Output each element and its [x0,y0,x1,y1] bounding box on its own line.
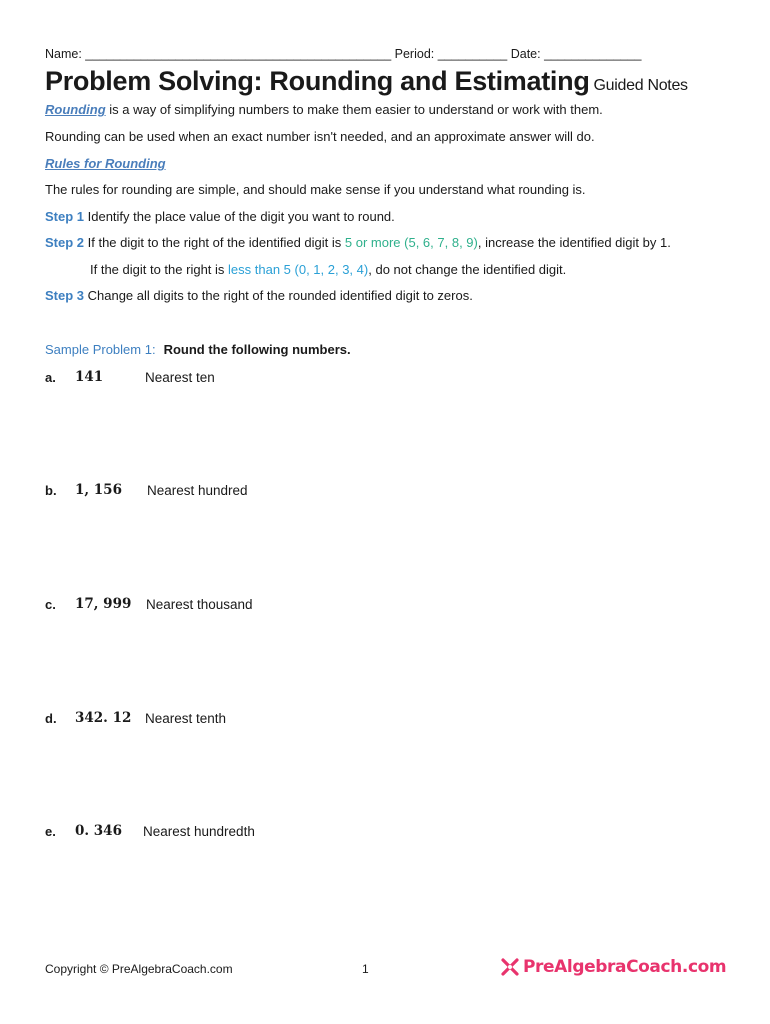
problem-b-number: 1, 156 [75,482,122,498]
step-1-label: Step 1 [45,209,85,224]
problem-e-number: 0. 346 [75,823,122,839]
rules-heading-text: Rules for Rounding [45,156,166,171]
problem-b-description: Nearest hundred [147,483,248,498]
sample-problem-instruction: Round the following numbers. [163,342,351,357]
step-1 [45,209,395,224]
definition-text: is a way of simplifying numbers to make them easier to understand or work with them. [105,102,603,117]
step-3-text: Change all digits to the right of the rounded identified digit to zeros. [84,288,473,303]
step-2b-text-a: If the digit to the right is [90,262,229,277]
problem-c-number: 17, 999 [75,596,132,612]
logo-text: PreAlgebraCoach.com [523,957,727,977]
sample-problem-heading [45,342,351,357]
title-subtitle: Guided Notes [593,77,688,94]
problem-a-number: 141 [75,369,104,385]
step-2 [45,235,671,250]
problem-a-letter: a. [45,370,56,385]
sample-problem-label: Sample Problem 1 [45,342,152,357]
step-3-label: Step 3 [45,288,85,303]
step-2b-highlight: less than 5 (0, 1, 2, 3, 4) [228,262,369,277]
problem-e-letter: e. [45,824,56,839]
rounding-term: Rounding [45,102,106,117]
step-1-text: Identify the place value of the digit you want to round. [84,209,395,224]
problem-c-letter: c. [45,597,56,612]
rounding-usage: Rounding can be used when an exact number isn't needed, and an approximate answer will do. [45,129,595,144]
problem-d-description: Nearest tenth [145,711,227,726]
rules-heading [45,156,166,171]
problem-d-number: 342. 12 [75,710,132,726]
page-title [45,66,688,97]
sample-problem-colon: : [151,342,156,357]
title-main: Problem Solving: Rounding and Estimating [45,66,590,96]
rules-intro: The rules for rounding are simple, and should make sense if you understand what rounding is. [45,182,586,197]
copyright-notice: Copyright © PreAlgebraCoach.com [45,962,233,976]
page-number: 1 [362,962,369,976]
step-2-text-b: , increase the identified digit by 1. [477,235,671,250]
step-2-highlight: 5 or more (5, 6, 7, 8, 9) [344,235,478,250]
problem-a-description: Nearest ten [145,370,215,385]
problem-b-letter: b. [45,483,57,498]
crossed-pencil-icon [500,957,520,977]
name-period-date-line: Name: ____________________________________________ Period: __________ Date: ______________ [45,47,642,61]
step-2-label: Step 2 [45,235,85,250]
step-2b-text-b: , do not change the identified digit. [368,262,567,277]
step-3 [45,288,473,303]
prealgebracoach-logo [500,957,726,977]
problem-d-letter: d. [45,711,57,726]
problem-c-description: Nearest thousand [146,597,253,612]
rounding-definition [45,102,603,117]
step-2-alternate [90,262,566,277]
problem-e-description: Nearest hundredth [143,824,255,839]
step-2-text-a: If the digit to the right of the identified digit is [84,235,345,250]
